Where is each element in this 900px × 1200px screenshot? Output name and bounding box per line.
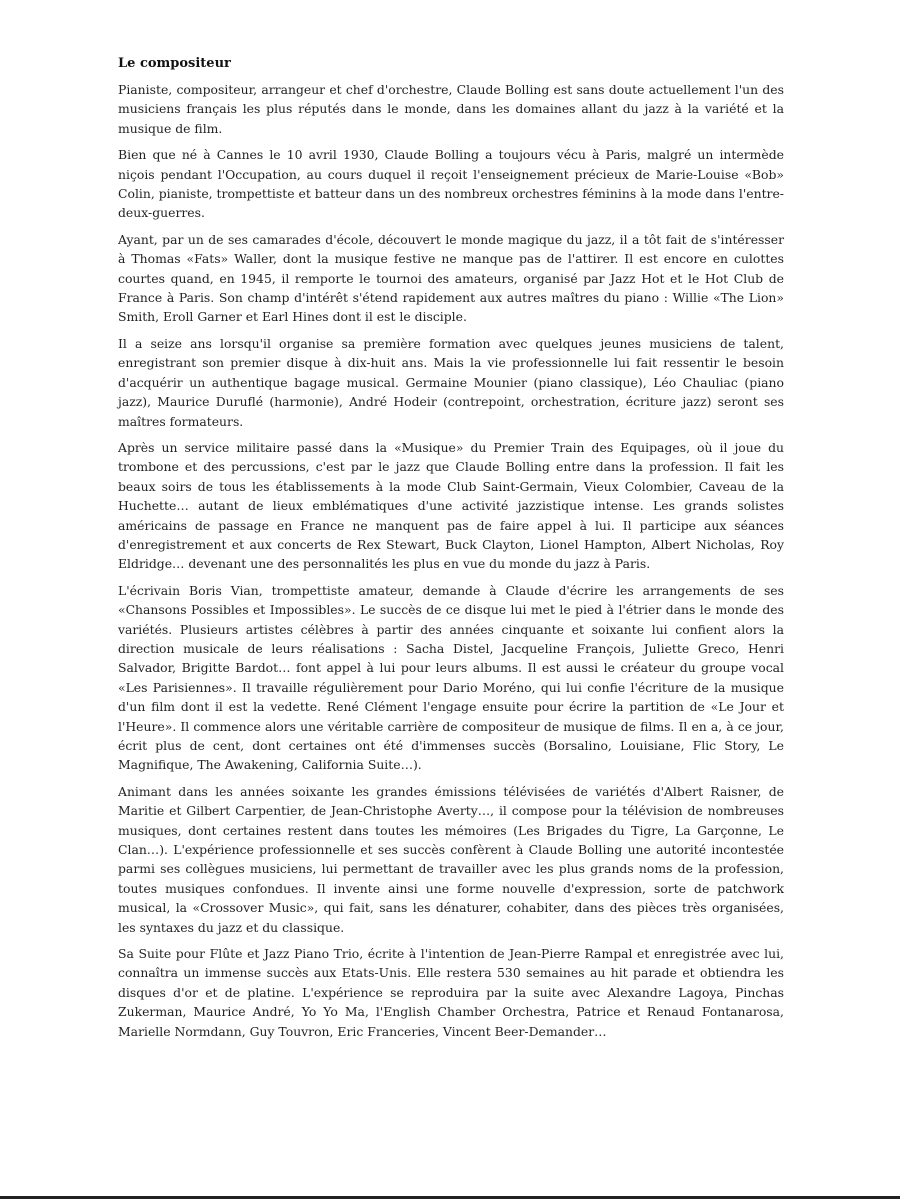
paragraph: Bien que né à Cannes le 10 avril 1930, Claude Bolling a toujours vécu à Paris, malgré un intermède niçois pendant l'Occupation, au cours duquel il reçoit l'enseignement précieux de Marie-Louise «Bob» Colin, pianiste, trompettiste et batteur dans un des nombreux orchestres féminins à la mode dans l'entre-deux-guerres.: [118, 147, 784, 221]
paragraph: Il a seize ans lorsqu'il organise sa première formation avec quelques jeunes musiciens de talent, enregistrant son premier disque à dix-huit ans. Mais la vie professionnelle lui fait ressentir le besoin d'acquérir un authentique bagage musical. Germaine Mounier (piano classique), Léo Chauliac (piano jazz), Maurice Duruflé (harmonie), André Hodeir (contrepoint, orchestration, écriture jazz) seront ses maîtres formateurs.: [118, 335, 784, 429]
section-heading: Le compositeur: [118, 56, 231, 71]
paragraph: Sa Suite pour Flûte et Jazz Piano Trio, écrite à l'intention de Jean-Pierre Rampal et enregistrée avec lui, connaîtra un immense succès aux Etats-Unis. Elle restera 530 semaines au hit parade et obtiendra les disques d'or et de platine. L'expérience se reproduira par la suite avec Alexandre Lagoya, Pinchas Zukerman, Maurice André, Yo Yo Ma, l'English Chamber Orchestra, Patrice et Renaud Fontanarosa, Marielle Normdann, Guy Touvron, Eric Franceries, Vincent Beer-Demander…: [118, 946, 784, 1039]
article-body: [118, 54, 784, 1048]
paragraph: Ayant, par un de ses camarades d'école, découvert le monde magique du jazz, il a tôt fait de s'intéresser à Thomas «Fats» Waller, dont la musique festive ne manque pas de l'attirer. Il est encore en culottes courtes quand, en 1945, il remporte le tournoi des amateurs, organisé par Jazz Hot et le Hot Club de France à Paris. Son champ d'intérêt s'étend rapidement aux autres maîtres du piano : Willie «The Lion» Smith, Eroll Garner et Earl Hines dont il est le disciple.: [118, 231, 784, 325]
paragraph: Animant dans les années soixante les grandes émissions télévisées de variétés d'Albert Raisner, de Maritie et Gilbert Carpentier, de Jean-Christophe Averty…, il compose pour la télévision de nombreuses musiques, dont certaines restent dans toutes les mémoires (Les Brigades du Tigre, La Garçonne, Le Clan…). L'expérience professionnelle et ses succès confèrent à Claude Bolling une autorité incontestée parmi ses collègues musiciens, lui permettant de travailler avec les plus grands noms de la profession, toutes musiques confondues. Il invente ainsi une forme nouvelle d'expression, sorte de patchwork musical, la «Crossover Music», qui fait, sans les dénaturer, cohabiter, dans des pièces très organisées, les syntaxes du jazz et du classique.: [118, 783, 784, 935]
paragraph: Après un service militaire passé dans la «Musique» du Premier Train des Equipages, où il joue du trombone et des percussions, c'est par le jazz que Claude Bolling entre dans la profession. Il fait les beaux soirs de tous les établissements à la mode Club Saint-Germain, Vieux Colombier, Caveau de la Huchette… autant de lieux emblématiques d'une activité jazzistique intense. Les grands solistes américains de passage en France ne manquent pas de faire appel à lui. Il participe aux séances d'enregistrement et aux concerts de Rex Stewart, Buck Clayton, Lionel Hampton, Albert Nicholas, Roy Eldridge… devenant une des personnalités les plus en vue du monde du jazz à Paris.: [118, 439, 784, 572]
bottom-border: [0, 1196, 900, 1199]
paragraph: Pianiste, compositeur, arrangeur et chef d'orchestre, Claude Bolling est sans doute actuellement l'un des musiciens français les plus réputés dans le monde, dans les domaines allant du jazz à la variété et la musique de film.: [118, 82, 784, 136]
paragraph: L'écrivain Boris Vian, trompettiste amateur, demande à Claude d'écrire les arrangements de ses «Chansons Possibles et Impossibles». Le succès de ce disque lui met le pied à l'étrier dans le monde des variétés. Plusieurs artistes célèbres à partir des années cinquante et soixante lui confient alors la direction musicale de leurs réalisations : Sacha Distel, Jacqueline François, Juliette Greco, Henri Salvador, Brigitte Bardot… font appel à lui pour leurs albums. Il est aussi le créateur du groupe vocal «Les Parisiennes». Il travaille régulièrement pour Dario Moréno, qui lui confie l'écriture de la musique d'un film dont il est la vedette. René Clément l'engage ensuite pour écrire la partition de «Le Jour et l'Heure». Il commence alors une véritable carrière de compositeur de musique de films. Il en a, à ce jour, écrit plus de cent, dont certaines ont été d'immenses succès (Borsalino, Louisiane, Flic Story, Le Magnifique, The Awakening, California Suite…).: [118, 582, 784, 773]
